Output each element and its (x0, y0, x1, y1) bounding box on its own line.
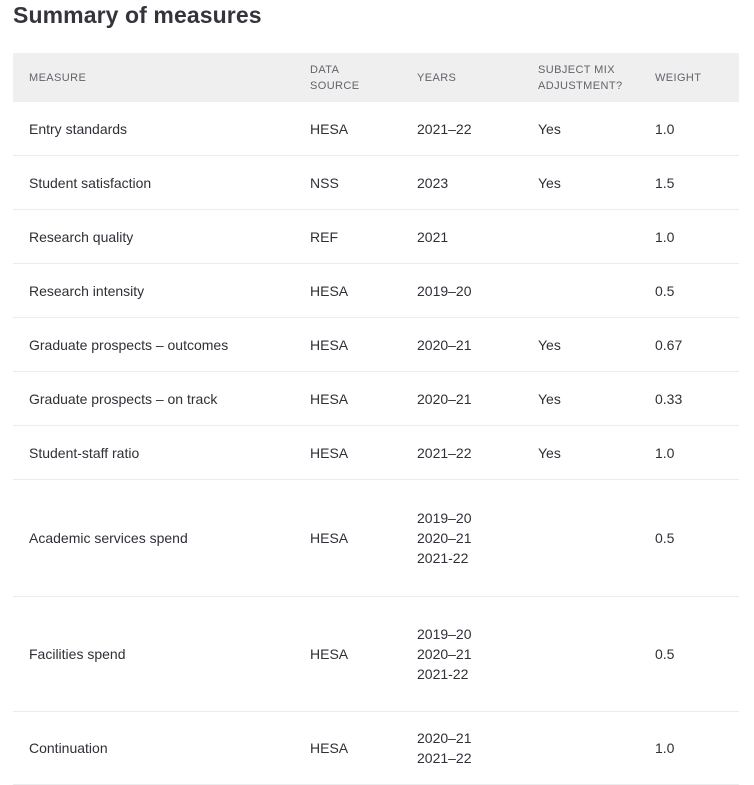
cell-years (417, 102, 472, 155)
cell-measure: Continuation (29, 740, 108, 756)
table-row (13, 210, 739, 264)
cell-measure: Facilities spend (29, 646, 126, 662)
cell-measure: Research intensity (29, 282, 145, 299)
year-value: 2021 (417, 228, 449, 245)
year-value: 2021–22 (417, 444, 472, 461)
year-value: 2020–21 (417, 530, 472, 546)
year-value: 2019–20 (417, 510, 472, 526)
cell-subject-mix: Yes (538, 120, 561, 137)
table-row (13, 156, 739, 210)
cell-subject-mix: Yes (538, 174, 561, 191)
cell-data-source: HESA (310, 740, 349, 756)
cell-measure: Academic services spend (29, 530, 188, 546)
cell-years (417, 264, 472, 317)
year-value: 2019–20 (417, 282, 472, 299)
cell-years (417, 597, 472, 711)
header-measure (29, 53, 86, 102)
cell-subject-mix: Yes (538, 444, 561, 461)
cell-data-source: HESA (310, 390, 349, 407)
cell-weight: 1.0 (655, 444, 675, 461)
year-value: 2020–21 (417, 730, 472, 746)
cell-weight: 0.67 (655, 336, 683, 353)
table-row (13, 712, 739, 785)
cell-weight: 1.0 (655, 228, 675, 245)
table-row (13, 102, 739, 156)
cell-data-source: HESA (310, 120, 349, 137)
cell-data-source: HESA (310, 646, 349, 662)
header-years-label: YEARS (417, 71, 457, 84)
cell-measure: Research quality (29, 228, 134, 245)
table-row (13, 426, 739, 480)
cell-weight: 1.0 (655, 120, 675, 137)
year-value: 2020–21 (417, 390, 472, 407)
table-row (13, 480, 739, 597)
cell-data-source: HESA (310, 336, 349, 353)
cell-subject-mix: Yes (538, 390, 561, 407)
table-row (13, 264, 739, 318)
page-title: Summary of measures (13, 2, 262, 28)
year-value: 2019–20 (417, 626, 472, 642)
cell-data-source: HESA (310, 444, 349, 461)
header-data-source-line2: SOURCE (310, 79, 360, 92)
cell-weight: 1.0 (655, 740, 675, 756)
header-subject-mix-line1: SUBJECT MIX (538, 63, 615, 76)
header-measure-label: MEASURE (29, 71, 87, 84)
cell-measure: Graduate prospects – on track (29, 390, 218, 407)
cell-weight: 0.5 (655, 530, 675, 546)
header-weight-label: WEIGHT (655, 71, 702, 84)
year-value: 2020–21 (417, 336, 472, 353)
header-data-source (310, 53, 359, 102)
table-row (13, 597, 739, 712)
cell-years (417, 156, 448, 209)
cell-data-source: NSS (310, 174, 339, 191)
cell-weight: 0.5 (655, 282, 675, 299)
cell-measure: Graduate prospects – outcomes (29, 336, 229, 353)
measures-table (13, 53, 739, 785)
cell-data-source: HESA (310, 530, 349, 546)
cell-weight: 1.5 (655, 174, 675, 191)
header-weight (655, 53, 701, 102)
cell-measure: Student satisfaction (29, 174, 152, 191)
year-value: 2020–21 (417, 646, 472, 662)
cell-years (417, 480, 472, 596)
cell-years (417, 210, 448, 263)
header-years (417, 53, 456, 102)
cell-weight: 0.33 (655, 390, 683, 407)
table-row (13, 318, 739, 372)
table-header (13, 53, 739, 102)
header-subject-mix (538, 53, 622, 102)
cell-measure: Entry standards (29, 120, 128, 137)
table-row (13, 372, 739, 426)
header-subject-mix-line2: ADJUSTMENT? (538, 79, 623, 92)
year-value: 2023 (417, 174, 449, 191)
cell-years (417, 318, 472, 371)
cell-subject-mix: Yes (538, 336, 561, 353)
cell-data-source: REF (310, 228, 338, 245)
cell-years (417, 372, 472, 425)
year-value: 2021-22 (417, 550, 469, 566)
cell-years (417, 426, 472, 479)
cell-measure: Student-staff ratio (29, 444, 140, 461)
header-data-source-line1: DATA (310, 63, 340, 76)
cell-weight: 0.5 (655, 646, 675, 662)
cell-data-source: HESA (310, 282, 349, 299)
cell-years (417, 712, 472, 784)
year-value: 2021–22 (417, 750, 472, 766)
year-value: 2021-22 (417, 666, 469, 682)
year-value: 2021–22 (417, 120, 472, 137)
table-body (13, 102, 739, 785)
